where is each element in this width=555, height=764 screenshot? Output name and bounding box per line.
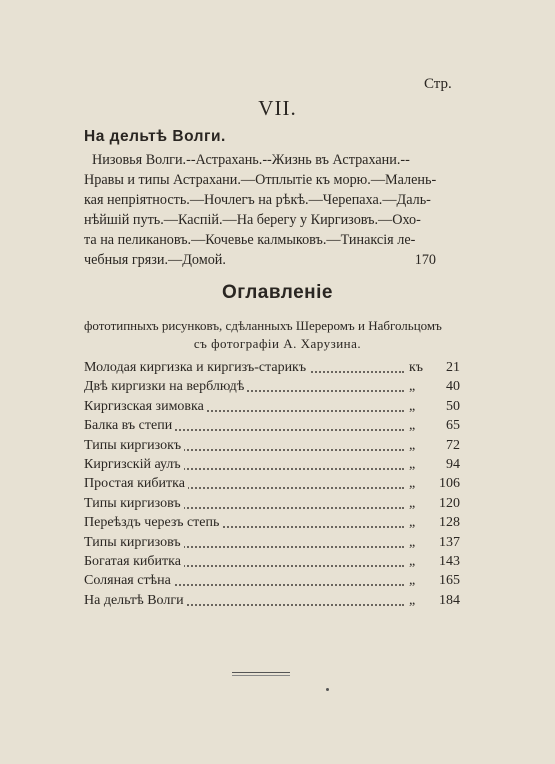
toc-entry (84, 379, 464, 398)
toc-entry-prefix: „ (409, 418, 416, 434)
toc-entry-page: 184 (439, 592, 460, 608)
toc-entry-title: Простая кибитка (84, 476, 188, 492)
summary-line: та на пеликановъ.—Кочевье калмыковъ.—Тинаксія ле- (84, 232, 416, 248)
toc-entry-page: 65 (446, 418, 460, 434)
toc-entry (84, 457, 464, 476)
toc-entry (84, 554, 464, 573)
toc-entry-page: 94 (446, 456, 460, 472)
toc-entry-prefix: „ (409, 437, 416, 453)
toc-entry-prefix: „ (409, 592, 416, 608)
summary-page-number: 170 (414, 252, 436, 268)
toc-entry (84, 418, 464, 437)
toc-entry-title: На дельтѣ Волги (84, 593, 187, 609)
toc-entry (84, 573, 464, 592)
toc-entry (84, 515, 464, 534)
toc-entry-title: Типы киргизокъ (84, 438, 184, 454)
toc-title: Оглавленіе (222, 282, 333, 303)
summary-line: кая непріятность.—Ночлегъ на рѣкѣ.—Черепаха.—Даль- (84, 192, 431, 208)
toc-entry-title: Молодая киргизка и киргизъ-старикъ (84, 360, 309, 376)
toc-entry-title: Двѣ киргизки на верблюдѣ (84, 379, 247, 395)
summary-line: чебныя грязи.—Домой. (84, 252, 226, 268)
summary-last-line (84, 250, 436, 270)
toc-entry (84, 476, 464, 495)
toc-entry (84, 496, 464, 515)
toc-entry-page: 72 (446, 437, 460, 453)
toc-entry-page: 21 (446, 360, 460, 375)
toc-entry-prefix: „ (409, 456, 416, 472)
chapter-numeral: VII. (258, 96, 297, 120)
toc-entry-prefix: „ (409, 495, 416, 511)
toc-entry-title: Балка въ степи (84, 418, 175, 434)
toc-entry (84, 438, 464, 457)
toc-entry-title: Типы киргизовъ (84, 535, 184, 551)
summary-line: нѣйшій путь.—Каспій.—На берегу у Киргизовъ.—Охо- (84, 212, 421, 228)
toc-entry-page: 128 (439, 515, 460, 531)
toc-entry-prefix: къ (409, 360, 424, 375)
toc-entry-title: Соляная стѣна (84, 573, 174, 589)
toc-entry-prefix: „ (409, 398, 416, 414)
summary-line: Нравы и типы Астрахани.—Отплытіе къ морю.—Малень- (84, 172, 437, 188)
toc-entry (84, 360, 464, 379)
print-speck (326, 688, 329, 691)
toc-entry-title: Богатая кибитка (84, 554, 184, 570)
toc-entry (84, 535, 464, 554)
toc-entry-page: 143 (439, 553, 460, 569)
toc-entry-prefix: „ (409, 534, 416, 550)
toc-subtitle-credit: съ фотографіи А. Харузина. (193, 336, 362, 351)
toc-entry-prefix: „ (409, 573, 416, 589)
toc-entry (84, 593, 464, 612)
section-title: На дельтѣ Волги. (84, 128, 226, 145)
toc-entry-page: 40 (446, 379, 460, 395)
page-column-label: Стр. (424, 76, 452, 92)
toc-entry-prefix: „ (409, 515, 416, 531)
toc-entry-title: Типы киргизовъ (84, 496, 184, 512)
toc-entry-page: 120 (439, 495, 460, 511)
toc-entry-prefix: „ (409, 379, 416, 395)
toc-entry-prefix: „ (409, 476, 416, 492)
toc-list (84, 360, 464, 612)
end-rule-double (232, 675, 290, 676)
toc-entry-page: 50 (446, 398, 460, 414)
toc-entry-title: Киргизскій аулъ (84, 457, 184, 473)
toc-entry-page: 165 (439, 573, 460, 589)
toc-entry-title: Переѣздъ черезъ степь (84, 515, 222, 531)
chapter-summary (84, 150, 437, 270)
toc-entry (84, 399, 464, 418)
toc-entry-page: 137 (439, 534, 460, 550)
end-rule (232, 672, 290, 673)
summary-line: Низовья Волги.--Астрахань.--Жизнь въ Астрахани.-- (92, 152, 410, 168)
toc-entry-page: 106 (439, 476, 460, 492)
toc-subtitle: фототипныхъ рисунковъ, сдѣланныхъ Шереромъ и Набгольцомъ (84, 318, 442, 333)
toc-entry-title: Киргизская зимовка (84, 399, 207, 415)
toc-entry-prefix: „ (409, 553, 416, 569)
